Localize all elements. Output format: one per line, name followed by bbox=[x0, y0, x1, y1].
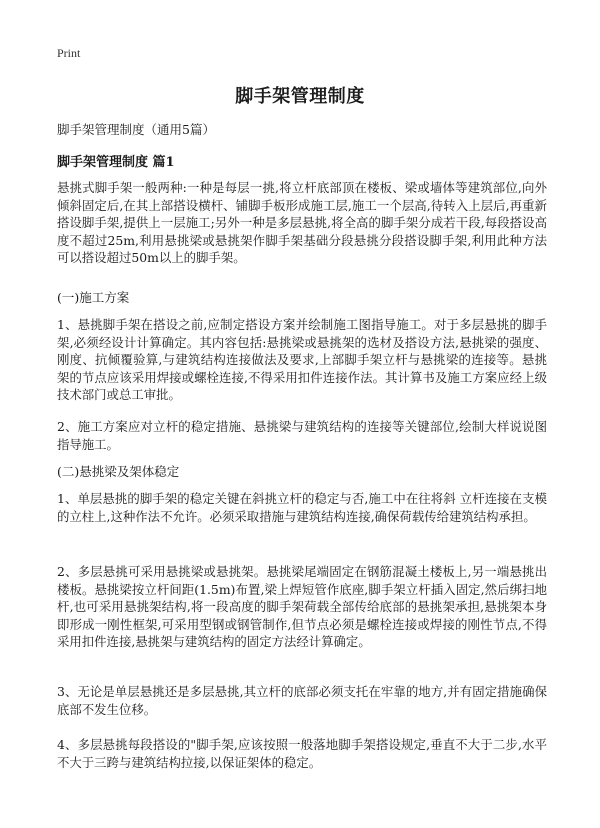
stability-paragraph-3: 3、无论是单层悬挑还是多层悬挑,其立杆的底部必须支托在牢靠的地方,并有固定措施确保底部不发生位移。 bbox=[57, 684, 547, 717]
print-link[interactable]: Print bbox=[57, 46, 81, 60]
stability-paragraph-2: 2、多层悬挑可采用悬挑梁或悬挑架。悬挑梁尾端固定在钢筋混凝土楼板上,另一端悬挑出楼板。悬挑梁按立杆间距(1.5m)布置,梁上焊短管作底座,脚手架立杆插入固定,然后绑扫地杆,也可采用悬挑架结构,将一段高度的脚手架荷载全部传给底部的悬挑架承担,悬挑架本身即形成一刚性框架,可采用型钢或钢管制作,但节点必须是螺栓连接或焊接的刚性节点,不得采用扣件连接,悬挑架与建筑结构的固定方法经计算确定。 bbox=[57, 564, 547, 649]
stability-paragraph-1: 1、单层悬挑的脚手架的稳定关键在斜挑立杆的稳定与否,施工中在往将斜 立杆连接在支模的立柱上,这种作法不允许。必须采取措施与建筑结构连接,确保荷载传给建筑结构承担。 bbox=[57, 491, 547, 524]
plan-paragraph-2: 2、施工方案应对立杆的稳定措施、悬挑梁与建筑结构的连接等关键部位,绘制大样说说图指导施工。 bbox=[57, 419, 547, 452]
stability-paragraph-4: 4、多层悬挑每段搭设的"脚手架,应该按照一般落地脚手架搭设规定,垂直不大于二步,水平不大于三跨与建筑结构拉接,以保证架体的稳定。 bbox=[57, 737, 547, 770]
stability-heading: (二)悬挑梁及架体稳定 bbox=[57, 464, 180, 479]
plan-heading: (一)施工方案 bbox=[57, 290, 130, 305]
section-heading: 脚手架管理制度 篇1 bbox=[57, 155, 175, 170]
page-title: 脚手架管理制度 bbox=[235, 86, 365, 107]
plan-paragraph-1: 1、悬挑脚手架在搭设之前,应制定搭设方案并绘制施工图指导施工。对于多层悬挑的脚手架,必须经设计计算确定。其内容包括:悬挑梁或悬挑架的选材及搭设方法,悬挑梁的强度、刚度、抗倾覆验算,与建筑结构连接做法及要求,上部脚手架立杆与悬挑梁的连接等。悬挑架的节点应该采用焊接或螺栓连接,不得采用扣件连接作法。其计算书及施工方案应经上级技术部门或总工审批。 bbox=[57, 317, 547, 402]
intro-paragraph: 悬挑式脚手架一般两种:一种是每层一挑,将立杆底部顶在楼板、梁或墙体等建筑部位,向外倾斜固定后,在其上部搭设横杆、铺脚手板形成施工层,施工一个层高,待转入上层后,再重新搭设脚手架,提供上一层施工;另外一种是多层悬挑,将全高的脚手架分成若干段,每段搭设高度不超过25m,利用悬挑梁或悬挑架作脚手架基础分段悬挑分段搭设脚手架,利用此种方法可以搭设超过50m以上的脚手架。 bbox=[57, 180, 547, 265]
document-subtitle: 脚手架管理制度（通用5篇） bbox=[57, 122, 215, 137]
